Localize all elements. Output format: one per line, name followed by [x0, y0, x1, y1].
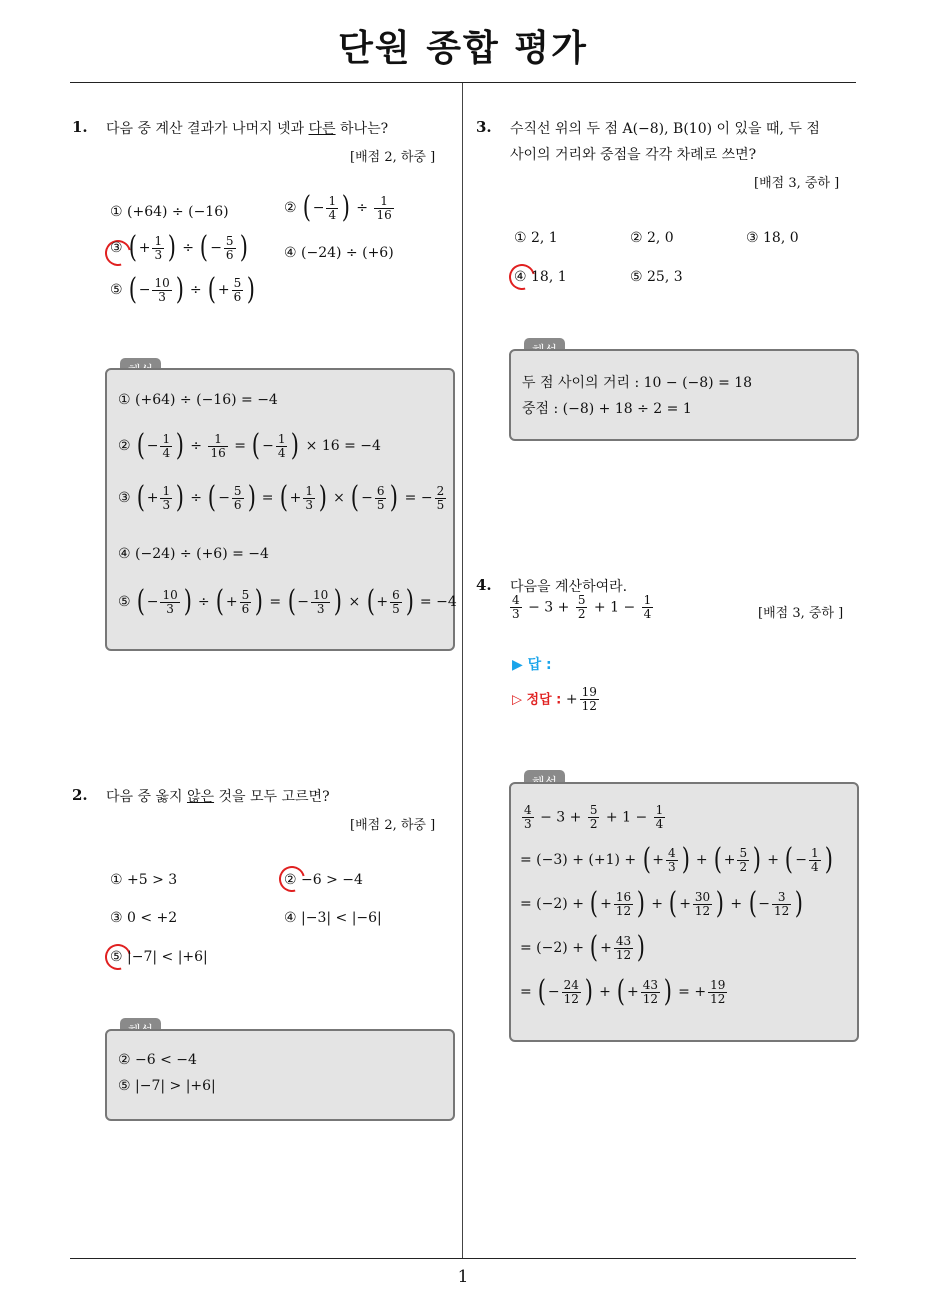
q1-solution-line-3: ③ ( + $\frac{1}{3}$ ) ÷ ( − $\frac{5}{6}$ ) = ( + $\frac{1}{3}$ ) × ( − $\frac{6}{5}$ ) = − $\frac{2}{5}$ — [118, 480, 445, 515]
q1-solution-line-2: ② ( − $\frac{1}{4}$ ) ÷ $\frac{1}{16}$ = ( − $\frac{1}{4}$ ) × 16 = −4 — [118, 428, 381, 463]
q2-option-4[interactable]: ④ |−3| < |−6| — [284, 910, 382, 926]
q3-solution-line-2: 중점 : (−8) + 18 ÷ 2 = 1 — [522, 401, 692, 417]
q1-solution-line-4: ④ (−24) ÷ (+6) = −4 — [118, 546, 269, 562]
question-4-score: [배점 3, 중하 ] — [758, 606, 844, 621]
q4-solution-line-4: = (−2) + ( + $\frac{43}{12}$ ) — [520, 930, 646, 965]
question-3-score: [배점 3, 중하 ] — [754, 176, 840, 191]
question-1-number: 1. — [72, 118, 88, 136]
question-3-text-line-2: 사이의 거리와 중점을 각각 차례로 쓰면? — [510, 147, 757, 163]
q2-solution-line-2: ⑤ |−7| > |+6| — [118, 1078, 216, 1094]
question-2-score: [배점 2, 하중 ] — [350, 818, 436, 833]
q1-option-4[interactable]: ④ (−24) ÷ (+6) — [284, 245, 394, 261]
q1-option-1[interactable]: ① (+64) ÷ (−16) — [110, 204, 229, 220]
header-rule — [70, 82, 856, 83]
q2-option-3[interactable]: ③ 0 < +2 — [110, 910, 178, 926]
question-1-text: 다음 중 계산 결과가 나머지 넷과 다른 하나는? — [106, 121, 389, 137]
question-1-score: [배점 2, 하중 ] — [350, 150, 436, 165]
q3-option-1[interactable]: ① 2, 1 — [514, 230, 558, 246]
q2-option-1[interactable]: ① +5 > 3 — [110, 872, 178, 888]
q4-answer-label: ▶ 답 : — [512, 657, 552, 673]
column-divider — [462, 83, 463, 1259]
q1-option-3[interactable]: ③ ( + $\frac{1}{3}$ ) ÷ ( − $\frac{5}{6}$ ) — [110, 230, 248, 265]
question-4-number: 4. — [476, 576, 492, 594]
q3-option-3[interactable]: ③ 18, 0 — [746, 230, 799, 246]
q4-correct-answer: ▷ 정답 : + $\frac{19}{12}$ — [512, 685, 597, 713]
q2-solution-box — [105, 1029, 455, 1121]
q1-option-5[interactable]: ⑤ ( − $\frac{10}{3}$ ) ÷ ( + $\frac{5}{6}$ ) — [110, 272, 256, 307]
q2-option-2[interactable]: ② −6 > −4 — [284, 872, 363, 888]
question-2-text: 다음 중 옳지 않은 것을 모두 고르면? — [106, 789, 330, 805]
q4-solution-line-1: $\frac{4}{3}$ − 3 + $\frac{5}{2}$ + 1 − $\frac{1}{4}$ — [524, 803, 664, 831]
question-3-number: 3. — [476, 118, 492, 136]
q3-option-2[interactable]: ② 2, 0 — [630, 230, 674, 246]
question-2-number: 2. — [72, 786, 88, 804]
footer-rule — [70, 1258, 856, 1259]
q4-solution-line-5: = ( − $\frac{24}{12}$ ) + ( + $\frac{43}{12}$ ) = + $\frac{19}{12}$ — [520, 974, 726, 1009]
page-number: 1 — [457, 1267, 469, 1287]
q3-option-4[interactable]: ④ 18, 1 — [514, 269, 567, 285]
question-3-text-line-1: 수직선 위의 두 점 A(−8), B(10) 이 있을 때, 두 점 — [510, 121, 820, 137]
q1-solution-line-5: ⑤ ( − $\frac{10}{3}$ ) ÷ ( + $\frac{5}{6}$ ) = ( − $\frac{10}{3}$ ) × ( + $\frac{6}{5}$ ) = −4 — [118, 584, 457, 619]
q2-solution-line-1: ② −6 < −4 — [118, 1052, 197, 1068]
q4-solution-line-3: = (−2) + ( + $\frac{16}{12}$ ) + ( + $\frac{30}{12}$ ) + ( − $\frac{3}{12}$ ) — [520, 886, 804, 921]
q1-option-2[interactable]: ② ( − $\frac{1}{4}$ ) ÷ $\frac{1}{16}$ — [284, 190, 392, 225]
q3-option-5[interactable]: ⑤ 25, 3 — [630, 269, 683, 285]
page-title: 단원 종합 평가 — [338, 28, 588, 69]
q4-solution-line-2: = (−3) + (+1) + ( + $\frac{4}{3}$ ) + ( + $\frac{5}{2}$ ) + ( − $\frac{1}{4}$ ) — [520, 842, 833, 877]
question-4-text: 다음을 계산하여라. — [510, 579, 628, 595]
q1-solution-line-1: ① (+64) ÷ (−16) = −4 — [118, 392, 278, 408]
question-4-expression: $\frac{4}{3}$ − 3 + $\frac{5}{2}$ + 1 − $\frac{1}{4}$ — [512, 593, 652, 621]
q2-option-5[interactable]: ⑤ |−7| < |+6| — [110, 949, 208, 965]
q3-solution-line-1: 두 점 사이의 거리 : 10 − (−8) = 18 — [522, 375, 753, 391]
q3-solution-box — [509, 349, 859, 441]
